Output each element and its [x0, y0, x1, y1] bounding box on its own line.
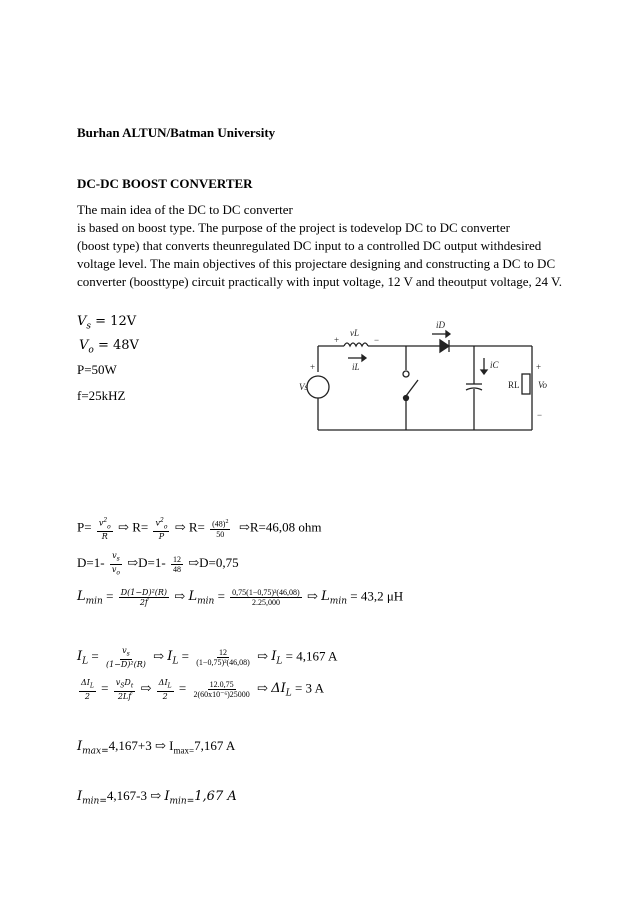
paragraph-line: (boost type) that converts theunregulated DC input to a controlled DC output withdesired [77, 238, 542, 253]
label-id: iD [436, 320, 445, 330]
equation-power: P= $\frac{v^2_o}{R}$ ⇨ R= $\frac{v^2_o}{P}$ ⇨ R= $\frac{(48)^2}{50}$ ⇨R=46,08 ohm [77, 517, 322, 542]
param-power: P=50W [77, 362, 117, 377]
label-rl: RL [508, 380, 520, 390]
voltage-source-icon [307, 376, 329, 398]
label-il: iL [352, 362, 360, 372]
label-plus-s: + [310, 362, 316, 372]
param-frequency: f=25kHZ [77, 388, 126, 403]
paragraph-line: voltage level. The main objectives of this projectare designing and constructing a DC to DC [77, 256, 556, 271]
label-plus-l: + [334, 335, 340, 345]
label-plus-o: + [536, 362, 542, 372]
label-vl: vL [350, 328, 359, 338]
label-minus-o: − [537, 410, 543, 420]
description-paragraph [77, 201, 577, 291]
label-ic: iC [490, 360, 499, 370]
paragraph-line: is based on boost type. The purpose of the project is todevelop DC to DC converter [77, 220, 511, 235]
author-line: Burhan ALTUN/Batman University [77, 125, 276, 140]
equation-imax: $I_{max=}4,167+3$ ⇨ $I_{max=}7,167$ A [77, 738, 236, 757]
label-vs: Vs [299, 382, 308, 392]
inductor-icon [344, 343, 368, 346]
resistor-icon [522, 374, 530, 394]
section-title: DC-DC BOOST CONVERTER [77, 176, 253, 191]
boost-converter-circuit [300, 318, 560, 436]
param-vs: $V_s = 12V$ [77, 314, 137, 332]
equation-lmin: $L_{min}$ = $\frac{\text{D(1−D)²(R)}}{2f}$ ⇨ $L_{min}$ = $\frac{\text{0,75(1−0,75)²(46,08)}}{2.25,000}$ ⇨ $L_{min} = 43,2$ μH [77, 588, 404, 608]
param-vo: $V_o = 48V$ [79, 338, 139, 356]
label-minus-l: − [374, 335, 380, 345]
equation-il: $I_L$ = $\frac{v_s}{\text{(1−D)²(R)}}$ ⇨ $I_L$ = $\frac{12}{\text{(1−0,75)²(46,08)}}$ ⇨ $I_L = 4,167$ A [77, 646, 338, 669]
equation-delta-il: $\frac{\Delta I_L}{2}$ = $\frac{v_SD_t}{2Lf}$ ⇨ $\frac{\Delta I_L}{2}$ = $\frac{12.0,75}{\text{2(60x10⁻⁶)25000}}$ ⇨ $\Delta I_L = 3$ A [81, 678, 324, 701]
label-vo: Vo [538, 380, 547, 390]
equation-imin: $I_{min=}4,167-3$ ⇨ $I_{min=}1,67$ A [77, 788, 237, 807]
equation-duty-cycle: D=1- $\frac{v_s}{v_o}$ ⇨D=1- $\frac{12}{48}$ ⇨D=0,75 [77, 551, 239, 577]
paragraph-line: converter (boosttype) circuit practically with input voltage, 12 V and theoutput voltage, 24 V. [77, 274, 562, 289]
paragraph-line: The main idea of the DC to DC converter [77, 202, 293, 217]
switch-icon [406, 380, 418, 396]
diode-icon [440, 340, 449, 352]
